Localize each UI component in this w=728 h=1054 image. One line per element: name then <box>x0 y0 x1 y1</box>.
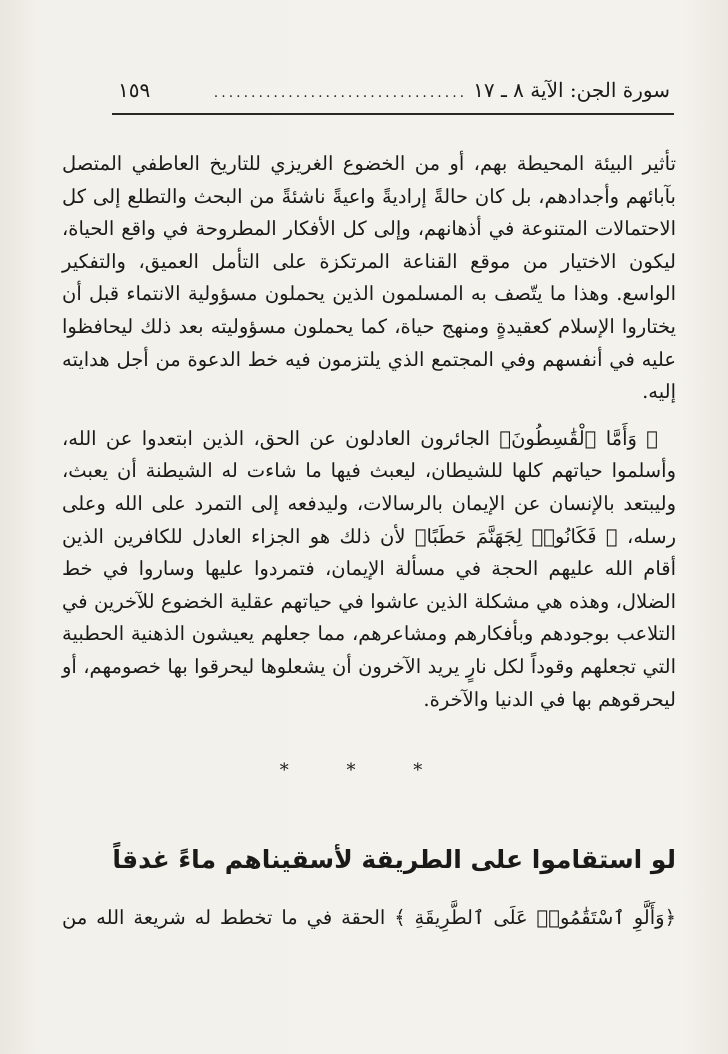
paragraph-1: تأثير البيئة المحيطة بهم، أو من الخضوع الغريزي للتاريخ العاطفي المتصل بآبائهم وأجدادهم، بل كان حالةً إراديةً واعيةً ناشئةً من البحث والتطلع إلى كل الاحتمالات المتنوعة في أذهانهم، وإلى كل الأفكار المطروحة في واقع الحياة، ليكون الاختيار من موقع القناعة المرتكزة على التأمل العميق، والتفكير الواسع. وهذا ما يتّصف به المسلمون الذين يحملون مسؤولية الانتماء قبل أن يختاروا الإسلام كعقيدةٍ ومنهج حياة، كما يحملون مسؤوليته بعد ذلك ليحافظوا عليه في أنفسهم وفي المجتمع الذي يلتزمون فيه خط الدعوة من أجل هدايته إليه. <box>62 152 676 404</box>
paragraph-3-first-line: ﴿وَأَلَّوِ ٱسْتَقَٰمُوا۟ عَلَى ٱلطَّرِيقَةِ ﴾ الحقة في ما تخطط له شريعة الله من <box>62 906 676 929</box>
header-title: سورة الجن: الآية ٨ ـ ١٧ <box>473 78 670 102</box>
page-number: ١٥٩ <box>118 78 151 102</box>
body-text <box>62 148 676 730</box>
section-heading: لو استقاموا على الطريقة لأسقيناهم ماءً غدقاً <box>112 845 676 874</box>
section-separator: * * * <box>279 760 449 781</box>
header-leader-dots: .................................. <box>213 85 468 101</box>
paragraph-2: ﴿ وَأَمَّا ٱلْقَٰسِطُونَ﴾ الجائرون العادلون عن الحق، الذين ابتعدوا عن الله، وأسلموا حياتهم كلها للشيطان، ليعبث فيها ما شاءت له الشيطنة أن يعبث، وليبتعد بالإنسان عن الإيمان بالرسالات، وليدفعه إلى التمرد على الله وعلى رسله، ﴿ فَكَانُوا۟ لِجَهَنَّمَ حَطَبًا﴾ لأن ذلك هو الجزاء العادل للكافرين الذين أقام الله عليهم الحجة في مسألة الإيمان، فتمردوا عليها وساروا في خط الضلال، وهذه هي مشكلة الذين عاشوا في حياتهم عقلية الخضوع للآخرين في التلاعب بوجودهم وبأفكارهم ومشاعرهم، مما جعلهم يعيشون الذهنية الحطبية التي تجعلهم وقوداً لكل نارٍ يريد الآخرون أن يشعلوها ليحرقوا بها خصومهم، أو ليحرقوهم بها في الدنيا والآخرة. <box>62 426 676 711</box>
header-rule <box>112 113 674 115</box>
running-header <box>118 78 670 102</box>
